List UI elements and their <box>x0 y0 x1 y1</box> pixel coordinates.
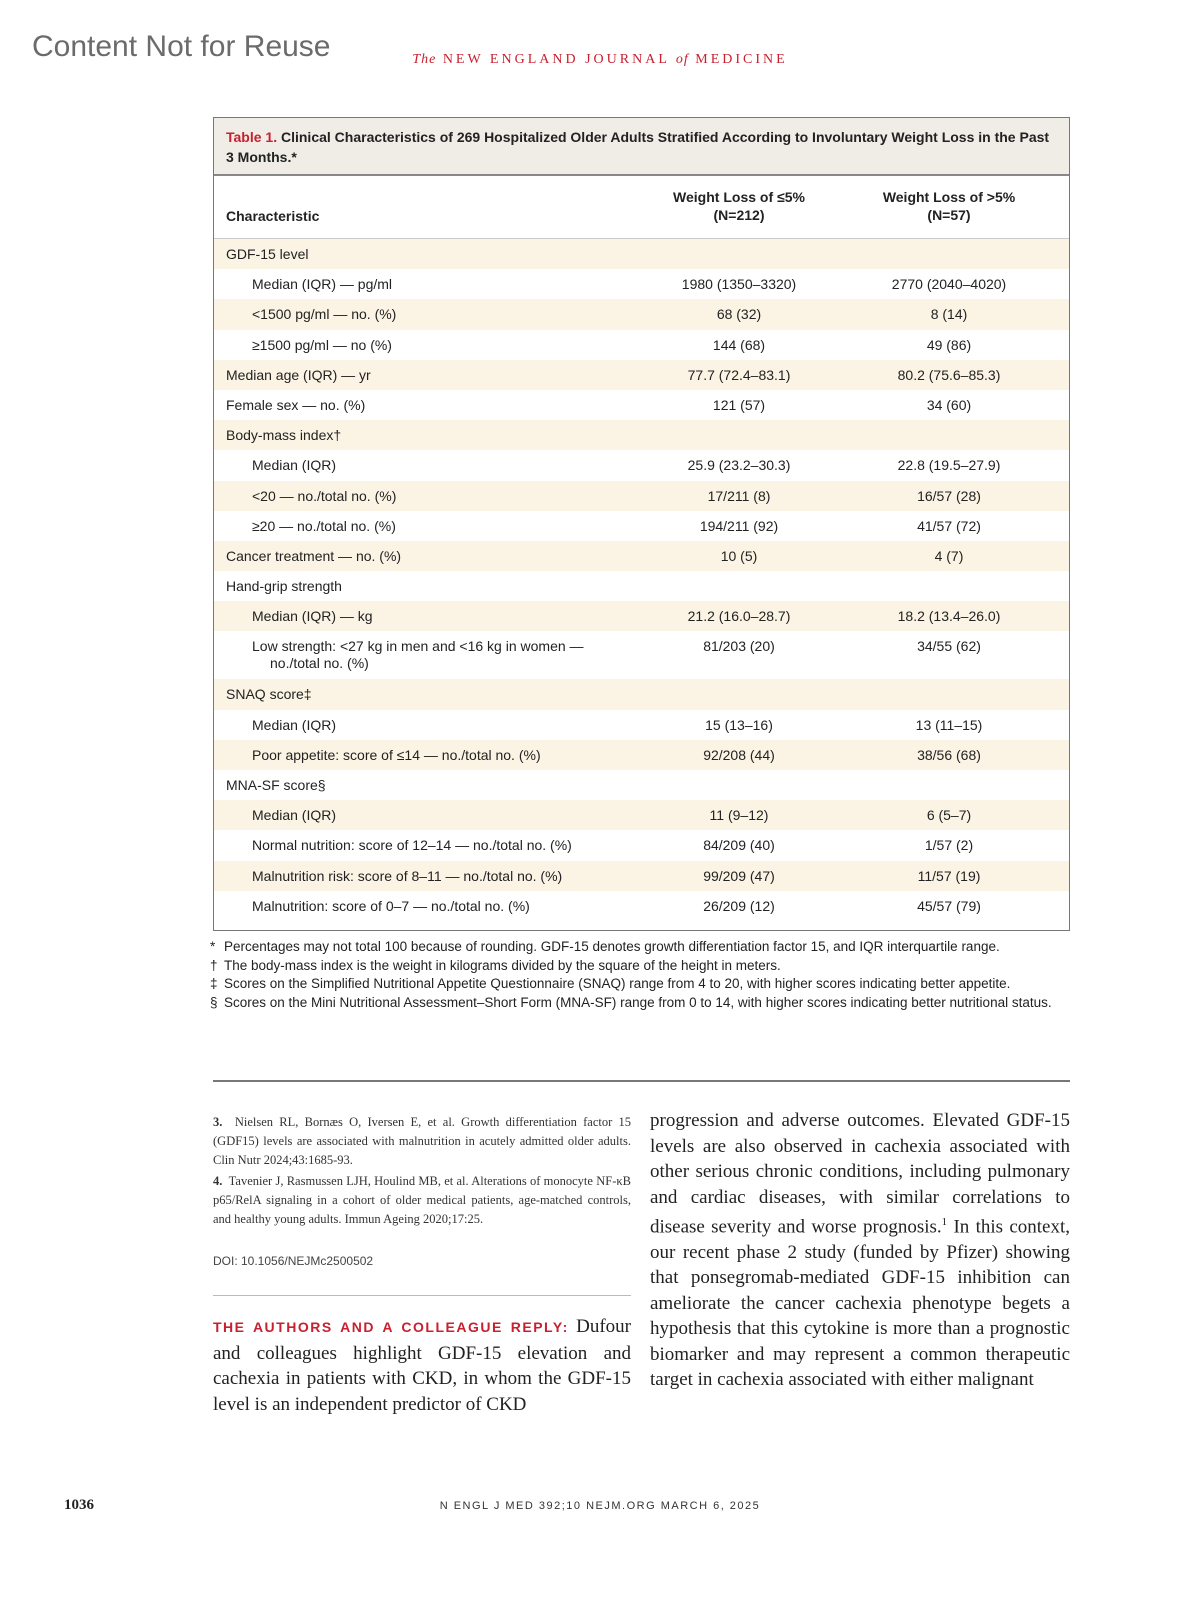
cell-weight-loss-high: 13 (11–15) <box>915 716 983 733</box>
reference-number: 4. <box>213 1174 223 1188</box>
cell-weight-loss-low: 15 (13–16) <box>705 716 773 733</box>
cell-weight-loss-high: 18.2 (13.4–26.0) <box>897 608 1001 625</box>
reply-column-left <box>213 1314 631 1417</box>
table-row <box>214 239 1069 269</box>
reply-heading: THE AUTHORS AND A COLLEAGUE REPLY: <box>213 1319 569 1335</box>
table-row <box>214 330 1069 360</box>
header-col2-line1: Weight Loss of >5% <box>882 189 1016 205</box>
citation-superscript: 1 <box>941 1216 948 1228</box>
row-label <box>252 837 572 853</box>
table-row <box>214 571 1069 601</box>
table-row <box>214 710 1069 740</box>
row-label-text: Body-mass index† <box>226 427 342 444</box>
row-label-text: Malnutrition risk: score of 8–11 — no./total no. (%) <box>252 867 563 884</box>
page-footer: N ENGL J MED 392;10 NEJM.ORG MARCH 6, 2025 <box>439 1500 761 1512</box>
table-row <box>214 679 1069 709</box>
row-label-text: ≥20 — no./total no. (%) <box>252 517 396 534</box>
row-label-continuation: no./total no. (%) <box>270 655 369 672</box>
cell-weight-loss-low: 77.7 (72.4–83.1) <box>687 366 791 383</box>
reference-text: Nielsen RL, Bornæs O, Iversen E, et al. Growth differentiation factor 15 (GDF15) levels are associated with malnutrition in acutely admitted older adults. Clin Nutr 2024;43:1685-93. <box>213 1115 631 1167</box>
header-col1-line2: (N=212) <box>713 207 765 223</box>
table-row <box>214 481 1069 511</box>
table-row <box>214 861 1069 891</box>
cell-weight-loss-high: 4 (7) <box>934 547 964 564</box>
cell-weight-loss-high: 80.2 (75.6–85.3) <box>897 366 1001 383</box>
row-label <box>252 337 392 353</box>
table-row <box>214 450 1069 480</box>
row-label <box>252 488 396 504</box>
row-label-text: ≥1500 pg/ml — no (%) <box>252 336 392 353</box>
row-label-text: GDF-15 level <box>226 246 309 262</box>
row-label <box>252 807 336 823</box>
footnote-mark: § <box>210 994 218 1010</box>
row-label-text: SNAQ score‡ <box>226 686 312 703</box>
table-row <box>214 541 1069 571</box>
table-row <box>214 511 1069 541</box>
row-label-text: Poor appetite: score of ≤14 — no./total no. (%) <box>252 746 541 763</box>
cell-weight-loss-high: 6 (5–7) <box>926 807 972 824</box>
watermark-text: Content Not for Reuse <box>32 30 331 63</box>
cell-weight-loss-high: 45/57 (79) <box>917 897 981 914</box>
row-label-text: Cancer treatment — no. (%) <box>226 547 402 564</box>
table-row <box>214 770 1069 800</box>
table-row <box>214 830 1069 860</box>
row-label-text: Malnutrition: score of 0–7 — no./total no. (%) <box>252 897 530 914</box>
cell-weight-loss-low: 84/209 (40) <box>703 837 775 854</box>
row-label <box>226 777 326 793</box>
row-label-text: Hand-grip strength <box>226 578 342 595</box>
cell-weight-loss-low: 21.2 (16.0–28.7) <box>687 608 791 625</box>
header-characteristic: Characteristic <box>226 208 320 224</box>
footnote-text: The body-mass index is the weight in kilograms divided by the square of the height in meters. <box>224 957 781 973</box>
row-label <box>226 578 342 594</box>
row-label-text: Median (IQR) <box>252 807 337 824</box>
doi-text: DOI: 10.1056/NEJMc2500502 <box>213 1254 374 1268</box>
cell-weight-loss-low: 1980 (1350–3320) <box>681 276 797 293</box>
cell-weight-loss-high: 49 (86) <box>926 336 972 353</box>
row-label <box>226 548 401 564</box>
row-label-text: <1500 pg/ml — no. (%) <box>252 306 397 323</box>
cell-weight-loss-high: 22.8 (19.5–27.9) <box>897 457 1001 474</box>
table-row <box>214 601 1069 631</box>
journal-name: NEW ENGLAND JOURNAL <box>442 52 670 67</box>
header-col1-line1: Weight Loss of ≤5% <box>673 189 805 205</box>
row-label <box>252 608 373 624</box>
header-col2-line2: (N=57) <box>927 207 971 223</box>
header-weight-loss-low <box>619 188 859 224</box>
row-label <box>252 457 336 473</box>
cell-weight-loss-high: 1/57 (2) <box>924 837 974 854</box>
row-label <box>252 518 396 534</box>
row-label <box>252 868 562 884</box>
table-title: Clinical Characteristics of 269 Hospitalized Older Adults Stratified According to Involuntary Weight Loss in the Past 3 Months.* <box>226 129 1050 165</box>
header-weight-loss-high <box>829 188 1069 224</box>
data-table <box>213 117 1070 931</box>
table-row <box>214 740 1069 770</box>
section-divider <box>213 1080 1070 1082</box>
table-footnotes <box>210 938 1070 1012</box>
cell-weight-loss-low: 26/209 (12) <box>703 897 775 914</box>
row-label <box>226 397 365 413</box>
table-row <box>214 390 1069 420</box>
table-row <box>214 269 1069 299</box>
journal-medicine: MEDICINE <box>695 52 788 67</box>
journal-of: of <box>675 52 689 67</box>
table-caption <box>214 118 1069 176</box>
footnote-mark: † <box>210 957 218 973</box>
reference-text: Tavenier J, Rasmussen LJH, Houlind MB, et al. Alterations of monocyte NF-κB p65/RelA signaling in a cohort of older medical patients, age-matched controls, and healthy young adults. Immun Ageing 2020;17:25. <box>213 1174 631 1226</box>
row-label-text: Median (IQR) <box>252 716 337 733</box>
cell-weight-loss-low: 144 (68) <box>712 336 766 353</box>
footnote-text: Scores on the Simplified Nutritional Appetite Questionnaire (SNAQ) range from 4 to 20, with higher scores indicating better appetite. <box>224 976 1011 991</box>
reference-item <box>213 1172 631 1229</box>
cell-weight-loss-low: 17/211 (8) <box>707 487 771 504</box>
cell-weight-loss-low: 81/203 (20) <box>703 638 775 655</box>
journal-the: The <box>412 52 437 67</box>
table-row <box>214 800 1069 830</box>
reference-list <box>213 1113 631 1231</box>
row-label-text: Female sex — no. (%) <box>226 396 366 413</box>
footnote-text: Scores on the Mini Nutritional Assessment–Short Form (MNA-SF) range from 0 to 14, with higher scores indicating better nutritional status. <box>224 994 1052 1010</box>
reply-text-right-1: progression and adverse outcomes. Elevated GDF-15 levels are also observed in cachexia associated with other serious chronic conditions, including pulmonary and cardiac diseases, with similar correlations to disease severity and worse prognosis. <box>650 1110 1070 1238</box>
row-label <box>226 246 308 262</box>
row-label-text: MNA-SF score§ <box>226 777 326 793</box>
page-number: 1036 <box>64 1497 94 1513</box>
row-label-text: Median (IQR) — kg <box>252 608 373 625</box>
journal-header <box>0 52 1200 68</box>
cell-weight-loss-high: 11/57 (19) <box>917 867 981 884</box>
row-label-text: Normal nutrition: score of 12–14 — no./total no. (%) <box>252 837 572 854</box>
row-label-text: Median age (IQR) — yr <box>226 366 371 383</box>
cell-weight-loss-low: 121 (57) <box>712 396 766 413</box>
cell-weight-loss-high: 2770 (2040–4020) <box>891 276 1007 293</box>
cell-weight-loss-high: 16/57 (28) <box>917 487 981 504</box>
footnote <box>210 994 1070 1013</box>
cell-weight-loss-low: 99/209 (47) <box>703 867 775 884</box>
cell-weight-loss-low: 10 (5) <box>720 547 758 564</box>
cell-weight-loss-high: 34/55 (62) <box>917 638 981 655</box>
table-row <box>214 299 1069 329</box>
row-label <box>252 717 336 733</box>
table-header <box>214 176 1069 239</box>
row-label-text: Median (IQR) — pg/ml <box>252 276 393 293</box>
row-label-text: <20 — no./total no. (%) <box>252 487 397 504</box>
row-label <box>252 747 541 763</box>
table-row <box>214 420 1069 450</box>
row-label <box>252 638 632 672</box>
reference-item <box>213 1113 631 1170</box>
row-label-text: Low strength: <27 kg in men and <16 kg in women — <box>252 638 584 655</box>
row-label <box>252 276 392 292</box>
reference-number: 3. <box>213 1115 223 1129</box>
table-label: Table 1. <box>226 129 278 145</box>
reply-text-left: Dufour and colleagues highlight GDF-15 elevation and cachexia in patients with CKD, in whom the GDF-15 level is an independent predictor of CKD <box>213 1316 632 1415</box>
cell-weight-loss-low: 194/211 (92) <box>699 517 779 534</box>
footnote <box>210 957 1070 976</box>
reply-text-right-2: In this context, our recent phase 2 study (funded by Pfizer) showing that ponsegromab-mediated GDF-15 inhibition can ameliorate the cancer cachexia phenotype begets a hypothesis that this cytokine is more than a prognostic biomarker and may represent a common therapeutic target in cachexia associated with either malignant <box>650 1216 1070 1391</box>
cell-weight-loss-high: 38/56 (68) <box>917 746 981 763</box>
table-row <box>214 891 1069 921</box>
table-row <box>214 360 1069 390</box>
table-row <box>214 631 1069 679</box>
cell-weight-loss-low: 92/208 (44) <box>703 746 775 763</box>
cell-weight-loss-low: 68 (32) <box>716 306 762 323</box>
cell-weight-loss-high: 41/57 (72) <box>917 517 981 534</box>
cell-weight-loss-high: 34 (60) <box>926 396 972 413</box>
row-label <box>226 686 312 702</box>
row-label <box>226 427 341 443</box>
cell-weight-loss-low: 25.9 (23.2–30.3) <box>687 457 791 474</box>
reply-column-right <box>650 1108 1070 1393</box>
footnote-text: Percentages may not total 100 because of rounding. GDF-15 denotes growth differentiation factor 15, and IQR interquartile range. <box>224 939 1000 954</box>
reference-divider <box>213 1295 631 1296</box>
cell-weight-loss-high: 8 (14) <box>930 306 968 323</box>
table-body <box>214 239 1069 921</box>
row-label-text: Median (IQR) <box>252 457 337 474</box>
footnote-mark: * <box>210 939 216 954</box>
footnote <box>210 975 1070 994</box>
footnote <box>210 938 1070 957</box>
row-label <box>252 898 530 914</box>
row-label <box>226 367 371 383</box>
row-label <box>252 306 396 322</box>
cell-weight-loss-low: 11 (9–12) <box>709 807 769 824</box>
footnote-mark: ‡ <box>210 976 218 991</box>
